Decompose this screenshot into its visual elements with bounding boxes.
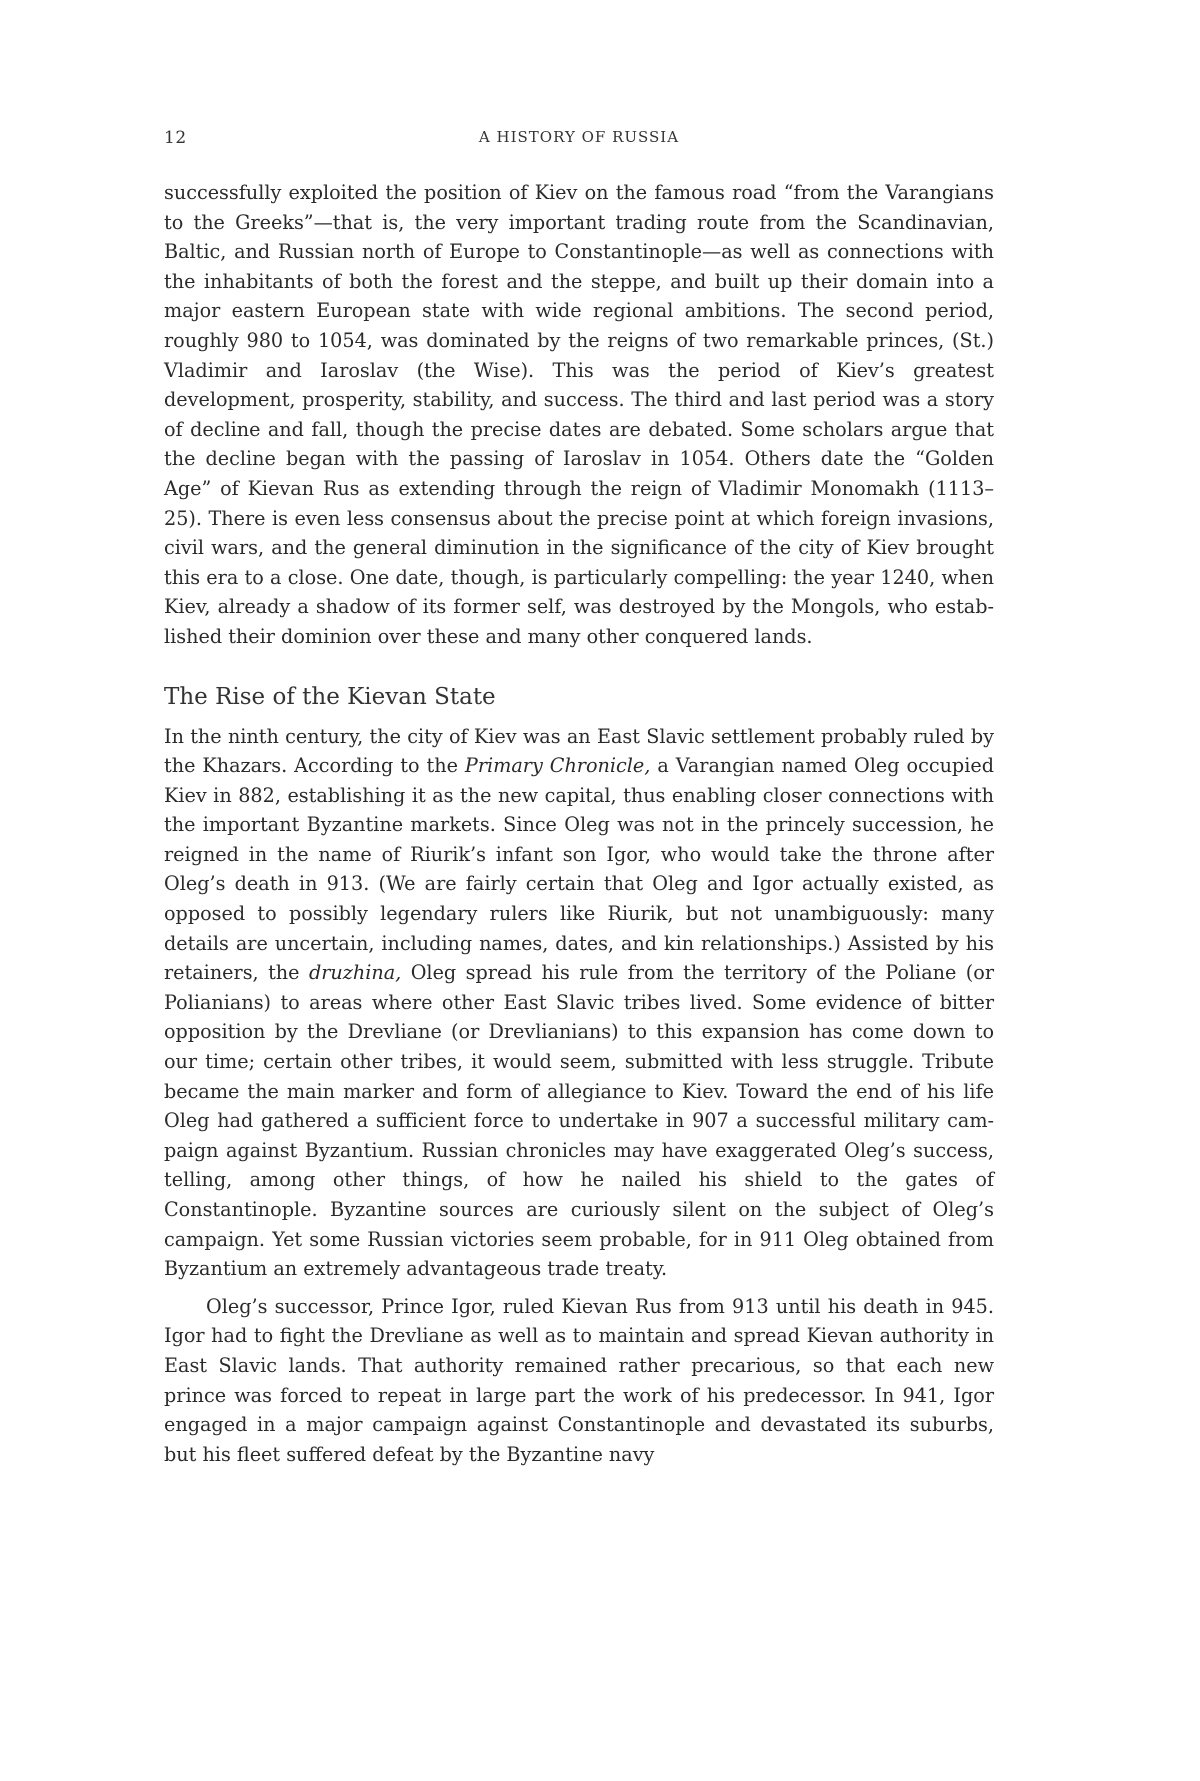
book-page (164, 128, 994, 1469)
section-paragraph-1 (164, 722, 994, 1284)
intro-paragraph: successfully exploited the position of Kiev on the famous road “from the Varangians to the Greeks”—that is, the very important trading route from the Scandinavian, Baltic, and Russian north of Europe to Constantinople—as well as connections with the inhabitants of both the forest and the steppe, and built up their domain into a major eastern European state with wide regional ambitions. The second period, roughly 980 to 1054, was dominated by the reigns of two remarkable princes, (St.) Vladimir and Iaroslav (the Wise). This was the period of Kiev’s greatest development, prosperity, stability, and success. The third and last period was a story of decline and fall, though the precise dates are debated. Some scholars argue that the decline began with the passing of Iaroslav in 1054. Others date the “Golden Age” of Kievan Rus as extending through the reign of Vladimir Monomakh (1113–25). There is even less consensus about the precise point at which foreign invasions, civil wars, and the general diminution in the significance of the city of Kiev brought this era to a close. One date, though, is particularly compelling: the year 1240, when Kiev, already a shadow of its former self, was destroyed by the Mongols, who established their dominion over these and many other conquered lands. (164, 181, 994, 648)
italic-term: druzhina, (308, 961, 402, 985)
section-paragraph-2: Oleg’s successor, Prince Igor, ruled Kievan Rus from 913 until his death in 945. Igor had to fight the Drevliane as well as to maintain and spread Kievan authority in East Slavic lands. That authority remained rather precarious, so that each new prince was forced to repeat in large part the work of his predecessor. In 941, Igor engaged in a major campaign against Constantinople and devastated its suburbs, but his fleet suffered defeat by the Byzantine navy (164, 1294, 994, 1466)
book-title: A HISTORY OF RUSSIA (478, 128, 680, 146)
paragraph-text: In the ninth century, the city of Kiev was an East Slavic settlement probably ruled by the Khazars. According to the (164, 724, 994, 778)
page-number: 12 (164, 128, 187, 148)
paragraph-text: a Varangian named Oleg occupied Kiev in 882, establishing it as the new capital, thus enabling closer connections with the important Byzantine markets. Since Oleg was not in the princely succession, he reigned in the name of Riurik’s infant son Igor, who would take the throne after Oleg’s death in 913. (We are fairly certain that Oleg and Igor actually existed, as opposed to possibly legendary rulers like Riurik, but not unambiguously: many details are uncertain, including names, dates, and kin relationships.) Assisted by his retainers, the (164, 754, 994, 985)
paragraph-text: Oleg spread his rule from the territory of the Poliane (or Polianians) to areas where other East Slavic tribes lived. Some evidence of bitter opposition by the Drevliane (or Drevlianians) to this expansion has come down to our time; certain other tribes, it would seem, submitted with less struggle. Tribute became the main marker and form of allegiance to Kiev. Toward the end of his life Oleg had gathered a sufficient force to undertake in 907 a successful military campaign against Byzantium. Russian chronicles may have exaggerated Oleg’s success, telling, among other things, of how he nailed his shield to the gates of Constantinople. Byzantine sources are curiously silent on the subject of Oleg’s campaign. Yet some Russian victories seem probable, for in 911 Oleg obtained from Byzantium an extremely advantageous trade treaty. (164, 961, 994, 1281)
italic-title: Primary Chronicle, (464, 754, 651, 778)
running-head (164, 128, 994, 158)
section-heading: The Rise of the Kievan State (164, 683, 496, 710)
